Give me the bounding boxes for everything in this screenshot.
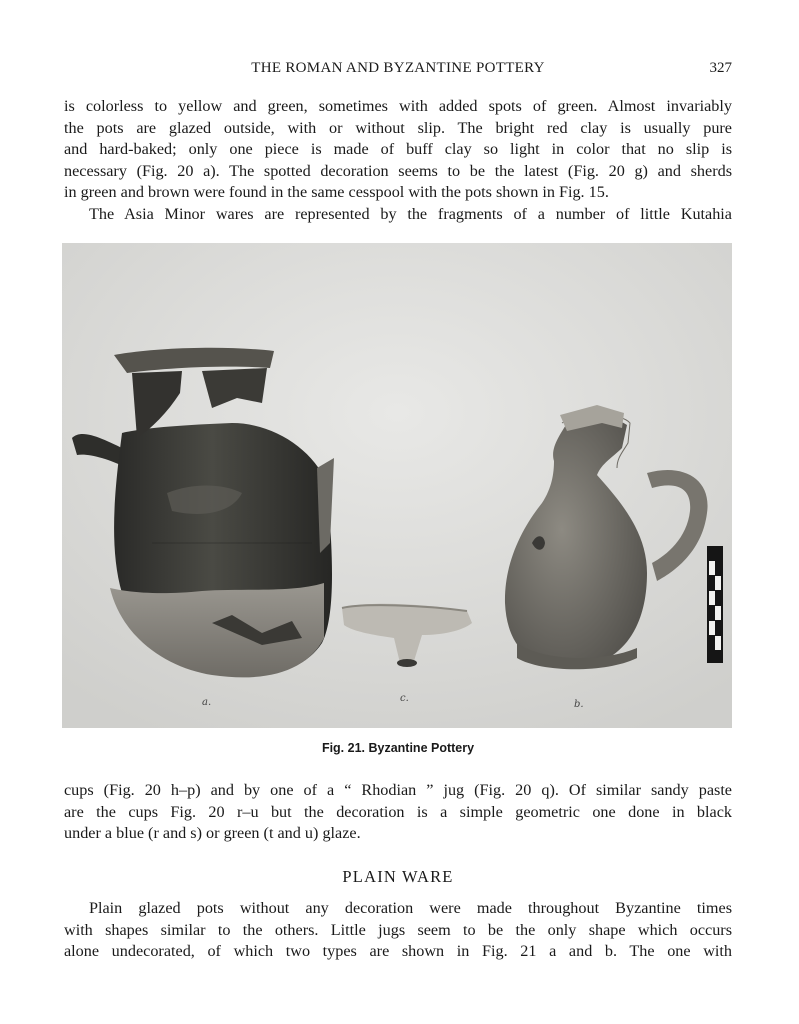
- label-c: c.: [400, 693, 409, 704]
- text-line: under a blue (r and s) or green (t and u) glaze.: [64, 824, 361, 842]
- paragraph-2: [64, 780, 732, 845]
- paragraph-1: [64, 96, 732, 225]
- text-line: in green and brown were found in the same cesspool with the pots shown in Fig. 15.: [64, 183, 609, 201]
- text-line: are the cups Fig. 20 r–u but the decoration is a simple geometric one done in black: [64, 802, 732, 821]
- text-line: Plain glazed pots without any decoration were made throughout Byzantine times: [89, 899, 732, 917]
- paragraph-3: [64, 898, 732, 963]
- text-line: the pots are glazed outside, with or without slip. The bright red clay is usually pure: [64, 118, 732, 137]
- label-a: a.: [202, 697, 212, 708]
- label-b: b.: [574, 699, 584, 710]
- text-line: with shapes similar to the others. Little jugs seem to be the only shape which occurs: [64, 920, 732, 939]
- text-line: cups (Fig. 20 h–p) and by one of a “ Rhodian ” jug (Fig. 20 q). Of similar sandy paste: [64, 781, 732, 799]
- scale-bar: [707, 546, 723, 663]
- page-number: 327: [709, 60, 732, 76]
- running-title: THE ROMAN AND BYZANTINE POTTERY: [251, 60, 545, 76]
- text-line: and hard-baked; only one piece is made of buff clay so light in color that no slip is: [64, 140, 732, 158]
- section-heading: PLAIN WARE: [342, 867, 454, 886]
- figure-caption: Fig. 21. Byzantine Pottery: [321, 741, 475, 755]
- text-line: alone undecorated, of which two types are shown in Fig. 21 a and b. The one with: [64, 942, 732, 960]
- pottery-photograph: [62, 243, 732, 728]
- text-line: necessary (Fig. 20 a). The spotted decoration seems to be the latest (Fig. 20 g) and sherds: [64, 161, 732, 180]
- figure-21-photo: [62, 243, 732, 728]
- running-header: [64, 60, 732, 82]
- text-line: is colorless to yellow and green, sometimes with added spots of green. Almost invariably: [64, 97, 732, 115]
- text-line: The Asia Minor wares are represented by the fragments of a number of little Kutahia: [89, 204, 732, 223]
